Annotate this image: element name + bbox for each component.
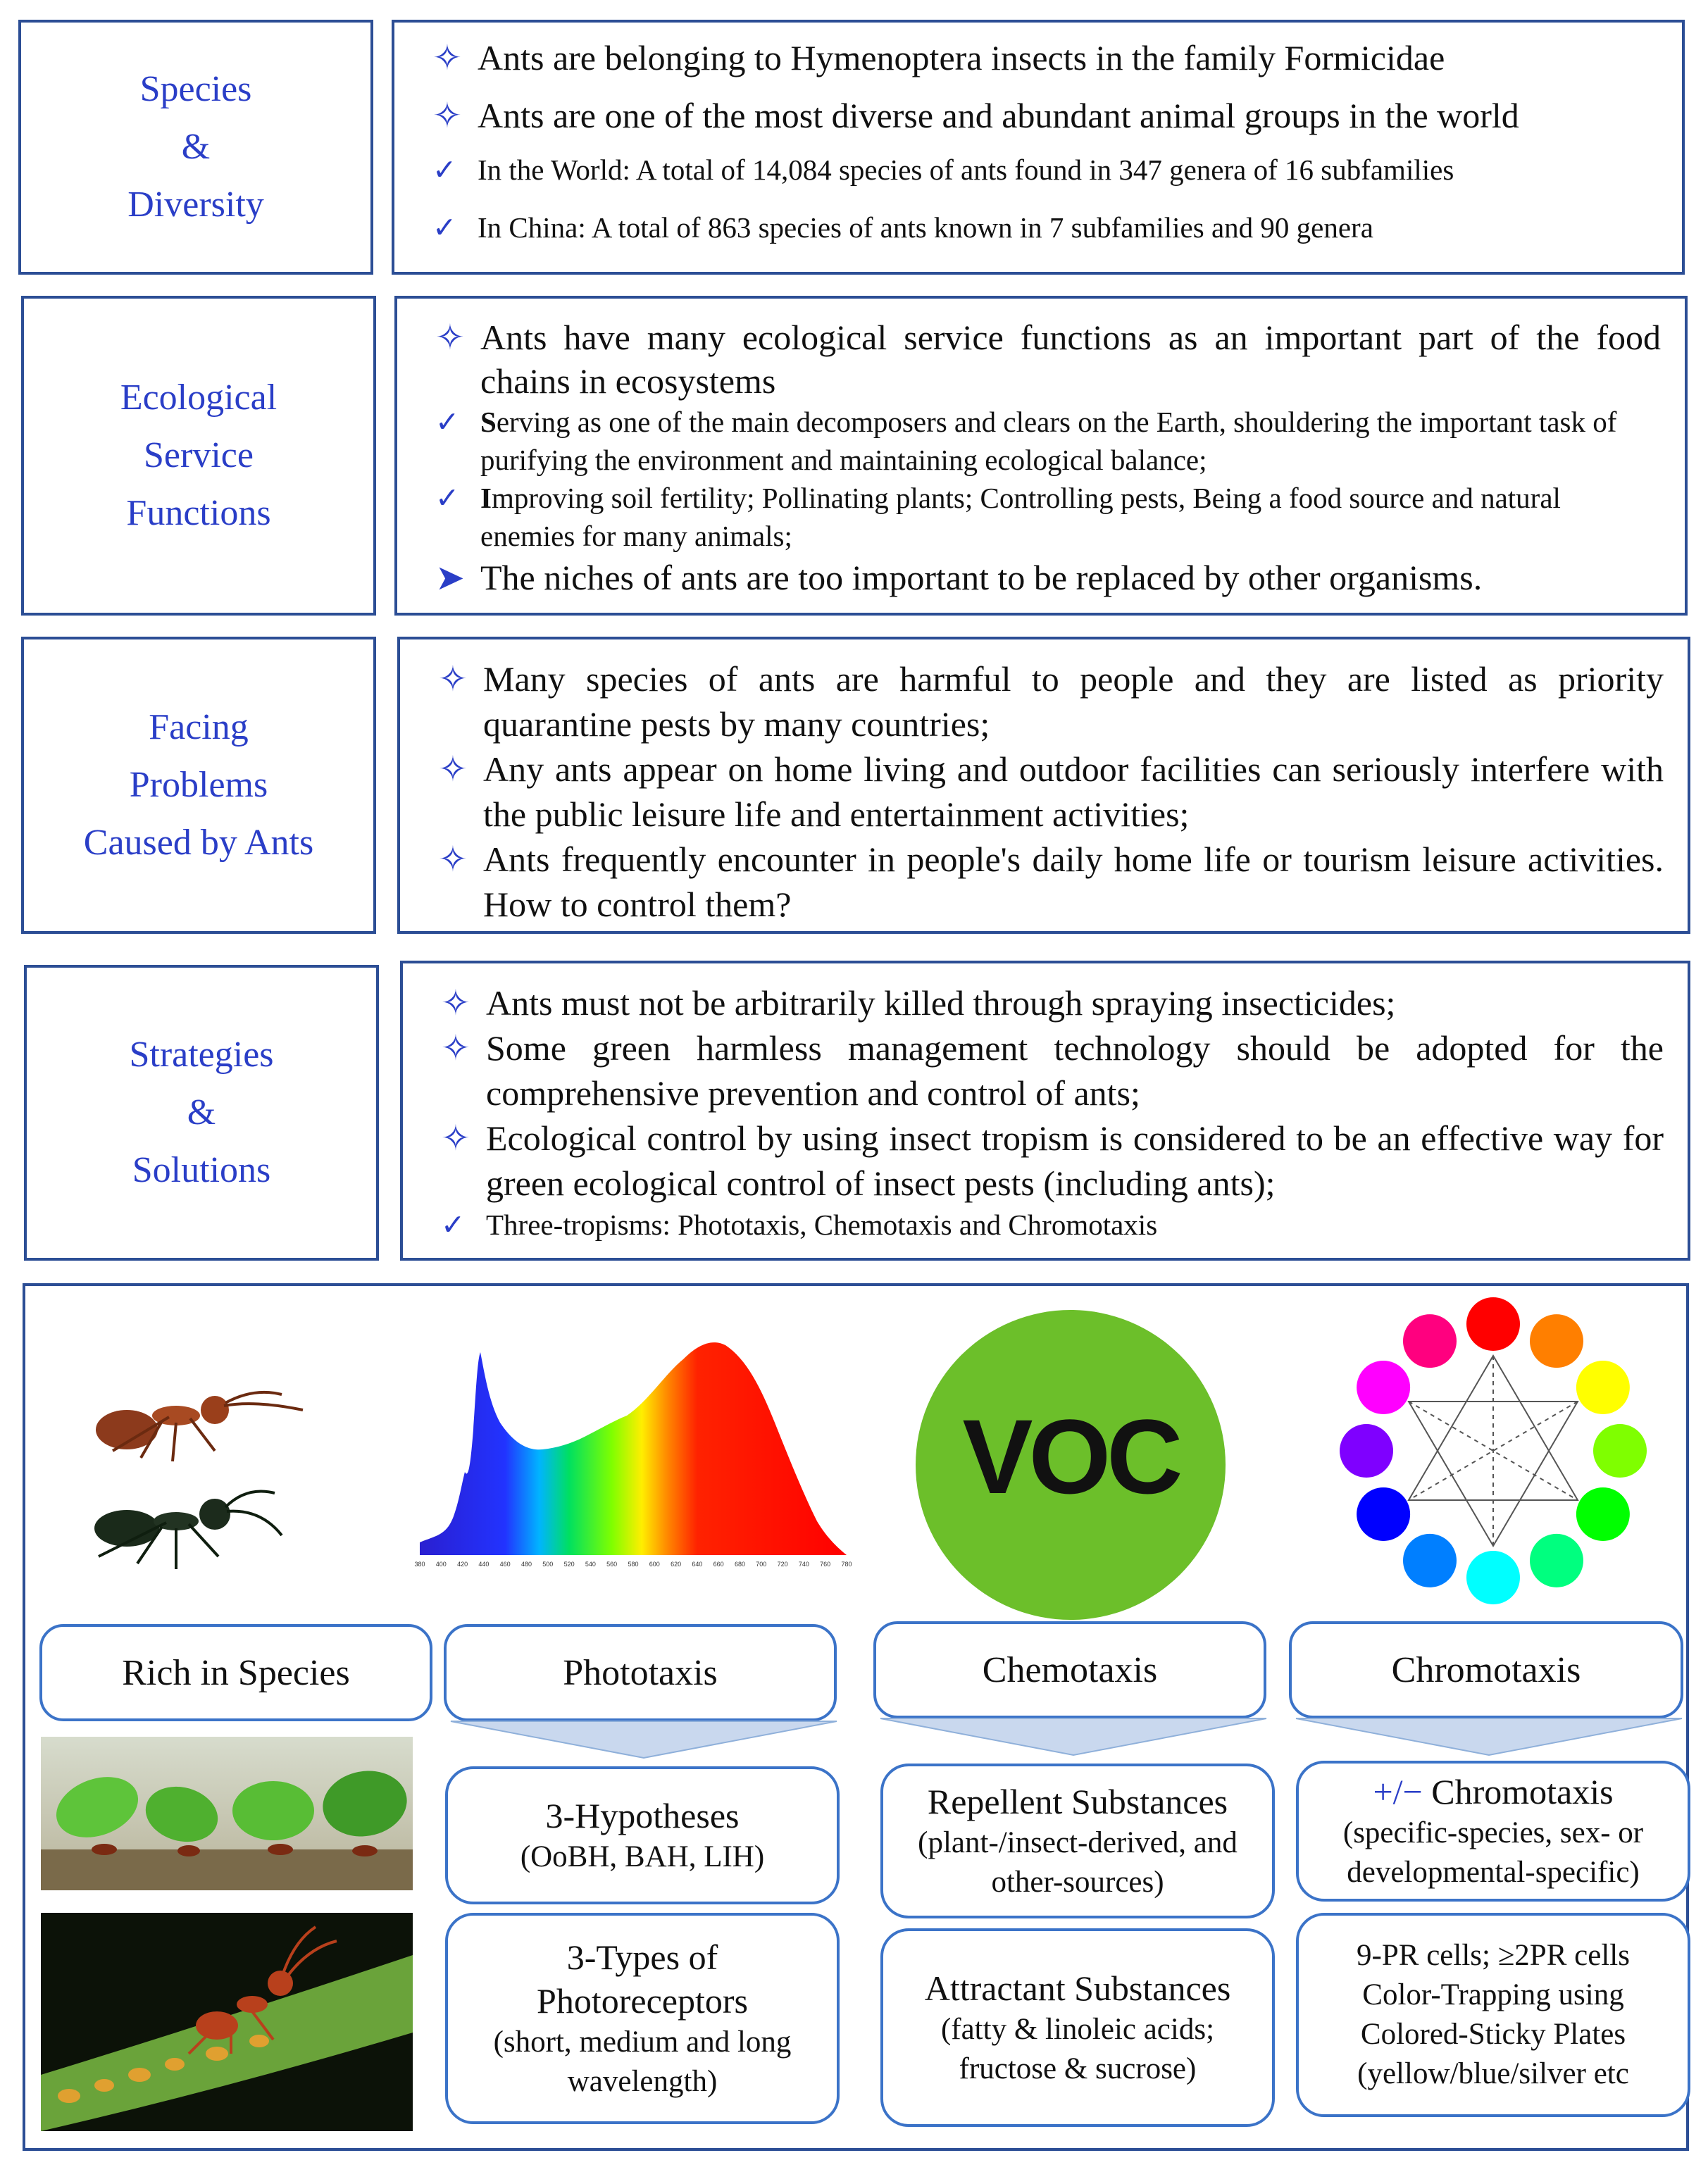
- spectrum-tick-label: 760: [820, 1561, 831, 1568]
- color-wheel: [1331, 1296, 1641, 1620]
- spectrum-curve: [420, 1342, 847, 1555]
- ant-aphids-photo: [41, 1913, 413, 2131]
- color-dot: [1576, 1487, 1630, 1541]
- check-icon: ✓: [432, 211, 457, 244]
- chemotaxis-repellent: Repellent Substances (plant-/insect-derived, and other-sources): [880, 1764, 1275, 1918]
- voc-badge: [914, 1309, 1227, 1621]
- section-label-species: Species & Diversity: [18, 20, 373, 275]
- header-chemotaxis: Chemotaxis: [873, 1621, 1266, 1718]
- header-rich-in-species: Rich in Species: [39, 1624, 432, 1721]
- list-item: ✧ Any ants appear on home living and outdoor facilities can seriously interfere with the public leisure life and entertainment activities;: [438, 747, 1664, 837]
- list-item: ✧ Ants frequently encounter in people's daily home life or tourism leisure activities. How to control them?: [438, 837, 1664, 927]
- arrowhead-icon: ➤: [435, 558, 465, 597]
- spectrum-tick-label: 660: [713, 1561, 724, 1568]
- spectrum-tick-label: 580: [628, 1561, 639, 1568]
- section-content-ecological: [394, 296, 1688, 616]
- list-item: ✓ Improving soil fertility; Pollinating plants; Controlling pests, Being a food source and natural enemies for many animals;: [435, 479, 1661, 555]
- check-icon: ✓: [435, 482, 460, 514]
- diamond-star-icon: ✧: [438, 659, 468, 699]
- list-item: ✧ Many species of ants are harmful to people and they are listed as priority quarantine pests by many countries;: [438, 656, 1664, 747]
- section-content-problems: [397, 637, 1690, 934]
- chromotaxis-color-trapping: 9-PR cells; ≥2PR cells Color-Trapping using Colored-Sticky Plates (yellow/blue/silver etc: [1296, 1913, 1690, 2117]
- color-dot: [1576, 1361, 1630, 1414]
- chevron-down-icon: [880, 1718, 1266, 1755]
- spectrum-tick-label: 740: [798, 1561, 809, 1568]
- diamond-star-icon: ✧: [441, 1028, 470, 1068]
- section-content-species: [392, 20, 1685, 275]
- diamond-star-icon: ✧: [441, 983, 470, 1023]
- spectrum-tick-label: 700: [756, 1561, 767, 1568]
- check-icon: ✓: [441, 1209, 466, 1241]
- chemotaxis-attractant: Attractant Substances (fatty & linoleic acids; fructose & sucrose): [880, 1928, 1275, 2127]
- phototaxis-hypotheses: 3-Hypotheses (OoBH, BAH, LIH): [445, 1766, 840, 1904]
- spectrum-tick-label: 440: [478, 1561, 490, 1568]
- spectrum-ticks: [414, 1561, 852, 1568]
- spectrum-tick-label: 460: [499, 1561, 511, 1568]
- chevron-down-icon: [451, 1721, 837, 1758]
- section-content-strategies: [400, 961, 1690, 1261]
- list-item: ✧ Some green harmless management technology should be adopted for the comprehensive prevention and control of ants;: [441, 1025, 1664, 1116]
- list-item: ✧ Ants are one of the most diverse and abundant animal groups in the world: [432, 93, 1658, 138]
- spectrum-tick-label: 540: [585, 1561, 596, 1568]
- list-item: ✧ Ants must not be arbitrarily killed through spraying insecticides;: [441, 980, 1664, 1025]
- spectrum-tick-label: 640: [692, 1561, 703, 1568]
- list-item: ✓ In the World: A total of 14,084 species of ants found in 347 genera of 16 subfamilies: [432, 151, 1658, 189]
- color-dot: [1466, 1297, 1520, 1351]
- list-item: ✓ Three-tropisms: Phototaxis, Chemotaxis and Chromotaxis: [441, 1206, 1664, 1244]
- spectrum-tick-label: 600: [649, 1561, 660, 1568]
- color-dot: [1593, 1424, 1647, 1478]
- color-dot: [1340, 1424, 1393, 1478]
- section-label-strategies: Strategies & Solutions: [24, 965, 379, 1261]
- phototaxis-photoreceptors: 3-Types of Photoreceptors (short, medium and long wavelength): [445, 1913, 840, 2124]
- diamond-star-icon: ✧: [435, 318, 465, 357]
- diamond-star-icon: ✧: [438, 749, 468, 789]
- diamond-star-icon: ✧: [438, 840, 468, 879]
- color-dot: [1357, 1487, 1410, 1541]
- spectrum-tick-label: 380: [414, 1561, 425, 1568]
- ants-illustration: [70, 1345, 324, 1578]
- list-item: ✧ Ants are belonging to Hymenoptera insects in the family Formicidae: [432, 35, 1658, 80]
- color-dot: [1530, 1314, 1583, 1368]
- diamond-star-icon: ✧: [432, 96, 462, 135]
- check-icon: ✓: [435, 406, 460, 438]
- chromotaxis-specific: +/− Chromotaxis (specific-species, sex- or developmental-specific): [1296, 1761, 1690, 1902]
- black-ant-icon: [94, 1492, 282, 1570]
- spectrum-tick-label: 780: [841, 1561, 852, 1568]
- list-item: ✓ In China: A total of 863 species of ants known in 7 subfamilies and 90 genera: [432, 208, 1658, 246]
- section-label-problems: Facing Problems Caused by Ants: [21, 637, 376, 934]
- hexagram-lines: [1409, 1356, 1578, 1546]
- spectrum-tick-label: 500: [542, 1561, 554, 1568]
- voc-text: VOC: [962, 1397, 1179, 1516]
- spectrum-tick-label: 620: [671, 1561, 682, 1568]
- spectrum-tick-label: 680: [734, 1561, 746, 1568]
- section-label-ecological: Ecological Service Functions: [21, 296, 376, 616]
- leafcutter-ants-photo: [41, 1737, 413, 1890]
- red-ant-icon: [96, 1392, 303, 1461]
- spectrum-tick-label: 520: [563, 1561, 575, 1568]
- spectrum-tick-label: 420: [457, 1561, 468, 1568]
- list-item: ✧ Ants have many ecological service functions as an important part of the food chains in ecosystems: [435, 316, 1661, 403]
- list-item: ➤ The niches of ants are too important to be replaced by other organisms.: [435, 555, 1661, 600]
- diamond-star-icon: ✧: [432, 38, 462, 77]
- chevron-down-icon: [1296, 1718, 1682, 1755]
- spectrum-tick-label: 720: [777, 1561, 788, 1568]
- color-dot: [1403, 1534, 1457, 1587]
- spectrum-tick-label: 480: [520, 1561, 532, 1568]
- color-dot: [1357, 1361, 1410, 1414]
- list-item: ✧ Ecological control by using insect tropism is considered to be an effective way for green ecological control of insect pests (including ants);: [441, 1116, 1664, 1206]
- light-spectrum-chart: [416, 1331, 852, 1571]
- list-item: ✓ Serving as one of the main decomposers and clears on the Earth, shouldering the important task of purifying the environment and maintaining ecological balance;: [435, 403, 1661, 479]
- header-chromotaxis: Chromotaxis: [1289, 1621, 1683, 1718]
- header-phototaxis: Phototaxis: [444, 1624, 837, 1721]
- spectrum-tick-label: 560: [606, 1561, 618, 1568]
- color-dot: [1530, 1534, 1583, 1587]
- spectrum-tick-label: 400: [435, 1561, 447, 1568]
- color-dot: [1403, 1314, 1457, 1368]
- color-dot: [1466, 1551, 1520, 1604]
- check-icon: ✓: [432, 154, 457, 186]
- diamond-star-icon: ✧: [441, 1118, 470, 1158]
